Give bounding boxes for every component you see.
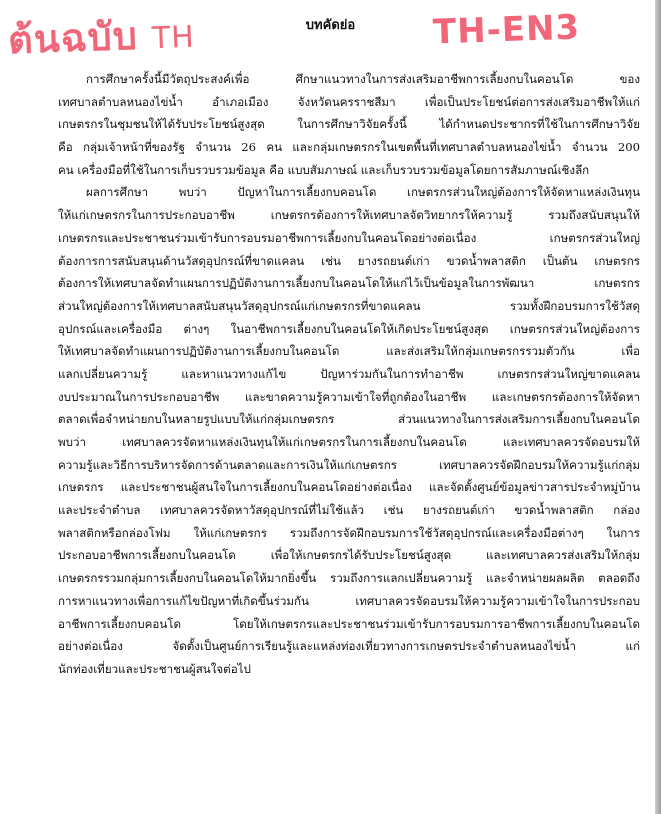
text-line: พลาสติกหรือกล่องโฟม ให้แก่เกษตรกร รวมถึงการจัดฝึกอบรมการใช้วัสดุอุปกรณ์และเครื่องมือต่างๆ ในการ xyxy=(58,525,640,540)
text-line: ตลาดเพื่อจำหน่ายกบในหลายรูปแบบให้แก่กลุ่มเกษตรกร ส่วนแนวทางในการส่งเสริมการเลี้ยงกบในคอนโด xyxy=(58,412,640,427)
page-title: บทคัดย่อ xyxy=(305,18,356,33)
text-line: ให้เทศบาลจัดทำแผนการปฏิบัติงานการเลี้ยงกบในคอนโด และส่งเสริมให้กลุ่มเกษตรกรรวมตัวกัน เพื่อ xyxy=(58,344,640,359)
handwritten-stamp-original xyxy=(7,3,196,70)
stamp-latin-text: TH xyxy=(151,19,196,57)
text-line: ให้แก่เกษตรกรในการประกอบอาชีพ เกษตรกรต้องการให้เทศบาลจัดวิทยากรให้ความรู้ รวมถึงสนับสนุนให้ xyxy=(58,208,640,223)
page-edge-shadow xyxy=(655,0,661,814)
text-line: เกษตรกรและประชาชนร่วมเข้ารับการอบรมอาชีพการเลี้ยงกบในคอนโดอย่างต่อเนื่อง เกษตรกรส่วนใหญ่ xyxy=(58,230,640,245)
text-line: คน เครื่องมือที่ใช้ในการเก็บรวบรวมข้อมูล คือ แบบสัมภาษณ์ และเก็บรวบรวมข้อมูลโดยการสัมภาษณ์เชิงลึก xyxy=(58,162,590,177)
text-line: ความรู้และวิธีการบริหารจัดการด้านตลาดและการเงินให้แก่เกษตรกร เทศบาลควรจัดฝึกอบรมให้ความรู้แก่กลุ่ม xyxy=(58,457,640,472)
text-line: และประจำตำบล เทศบาลควรจัดหาวัสดุอุปกรณ์ที่ไม่ใช้แล้ว เช่น ยางรถยนต์เก่า ขวดน้ำพลาสติก กล่อง xyxy=(58,503,640,518)
text-line: พบว่า เทศบาลควรจัดหาแหล่งเงินทุนให้แก่เกษตรกรในการเลี้ยงกบในคอนโด และเทศบาลควรจัดอบรมให้ xyxy=(58,435,640,449)
text-line: แลกเปลี่ยนความรู้ และหาแนวทางแก้ไข ปัญหาร่วมกันในการทำอาชีพ เกษตรกรส่วนใหญ่ขาดแคลน xyxy=(58,366,640,381)
text-line: ผลการศึกษา พบว่า ปัญหาในการเลี้ยงกบคอนโด เกษตรกรส่วนใหญ่ต้องการให้จัดหาแหล่งเงินทุน xyxy=(86,185,640,200)
abstract-body xyxy=(58,68,640,681)
handwritten-stamp-label: TH-EN3 xyxy=(432,7,581,53)
text-line: เกษตรกรรวมกลุ่มการเลี้ยงกบในคอนโดให้มากยิ่งขึ้น รวมถึงการแลกเปลี่ยนความรู้ และจำหน่ายผลผลิต ตลอดถึง xyxy=(58,571,640,586)
stamp-thai-text: ต้นฉบับ xyxy=(7,13,139,63)
text-line: การหาแนวทางเพื่อการแก้ไขปัญหาที่เกิดขึ้นร่วมกัน เทศบาลควรจัดอบรมให้ความรู้ความเข้าใจในการประกอบ xyxy=(58,593,640,608)
text-line: คือ กลุ่มเจ้าหน้าที่ของรัฐ จำนวน 26 คน และกลุ่มเกษตรกรในเขตพื้นที่เทศบาลตำบลหนองไข่น้ำ จำนวน 200 xyxy=(58,140,640,155)
text-line: ส่วนใหญ่ต้องการให้เทศบาลสนับสนุนวัสดุอุปกรณ์แก่เกษตรกรที่ขาดแคลน รวมทั้งฝึกอบรมการใช้วัสดุ xyxy=(58,298,640,313)
text-line: อย่างต่อเนื่อง จัดตั้งเป็นศูนย์การเรียนรู้และแหล่งท่องเที่ยวทางการเกษตรประจำตำบลหนองไข่น้ำ แก่ xyxy=(58,639,640,654)
text-line: เทศบาลตำบลหนองไข่น้ำ อำเภอเมือง จังหวัดนครราชสีมา เพื่อเป็นประโยชน์ต่อการส่งเสริมอาชีพให้แก่ xyxy=(58,94,640,109)
text-line: การศึกษาครั้งนี้มีวัตถุประสงค์เพื่อ ศึกษาแนวทางในการส่งเสริมอาชีพการเลี้ยงกบในคอนโด ของ xyxy=(86,72,640,86)
text-line: ประกอบอาชีพการเลี้ยงกบในคอนโด เพื่อให้เกษตรกรได้รับประโยชน์สูงสุด และเทศบาลควรส่งเสริมให้กลุ่ม xyxy=(58,548,640,563)
text-line: ต้องการการสนับสนุนด้านวัสดุอุปกรณ์ที่ขาดแคลน เช่น ยางรถยนต์เก่า ขวดน้ำพลาสติก เป็นต้น เกษตรกร xyxy=(58,253,640,268)
text-line: ต้องการให้เทศบาลจัดทำแผนการปฏิบัติงานการเลี้ยงกบในคอนโดให้แก่ไว้เป็นข้อมูลในการพัฒนา เกษตรกร xyxy=(58,276,640,291)
text-line: นักท่องเที่ยวและประชาชนผู้สนใจต่อไป xyxy=(58,661,251,676)
text-line: งบประมาณในการประกอบอาชีพ และขาดความรู้ความเข้าใจที่ถูกต้องในอาชีพ และเกษตรกรต้องการให้จัดหา xyxy=(58,389,640,404)
text-line: เกษตรกร และประชาชนผู้สนใจในการเลี้ยงกบในคอนโดอย่างต่อเนื่อง และจัดตั้งศูนย์ข้อมูลข่าวสารประจำหมู่บ้าน xyxy=(58,480,640,495)
text-line: อุปกรณ์และเครื่องมือ ต่างๆ ในอาชีพการเลี้ยงกบในคอนโดให้เกิดประโยชน์สูงสุด เกษตรกรส่วนใหญ่ต้องการ xyxy=(58,321,640,336)
text-line: เกษตรกรในชุมชนให้ได้รับประโยชน์สูงสุด ในการศึกษาวิจัยครั้งนี้ ได้กำหนดประชากรที่ใช้ในการศึกษาวิจัย xyxy=(58,117,640,132)
text-line: อาชีพการเลี้ยงกบคอนโด โดยให้เกษตรกรและประชาชนร่วมเข้ารับการอบรมการอาชีพการเลี้ยงกบในคอนโด xyxy=(58,616,640,631)
